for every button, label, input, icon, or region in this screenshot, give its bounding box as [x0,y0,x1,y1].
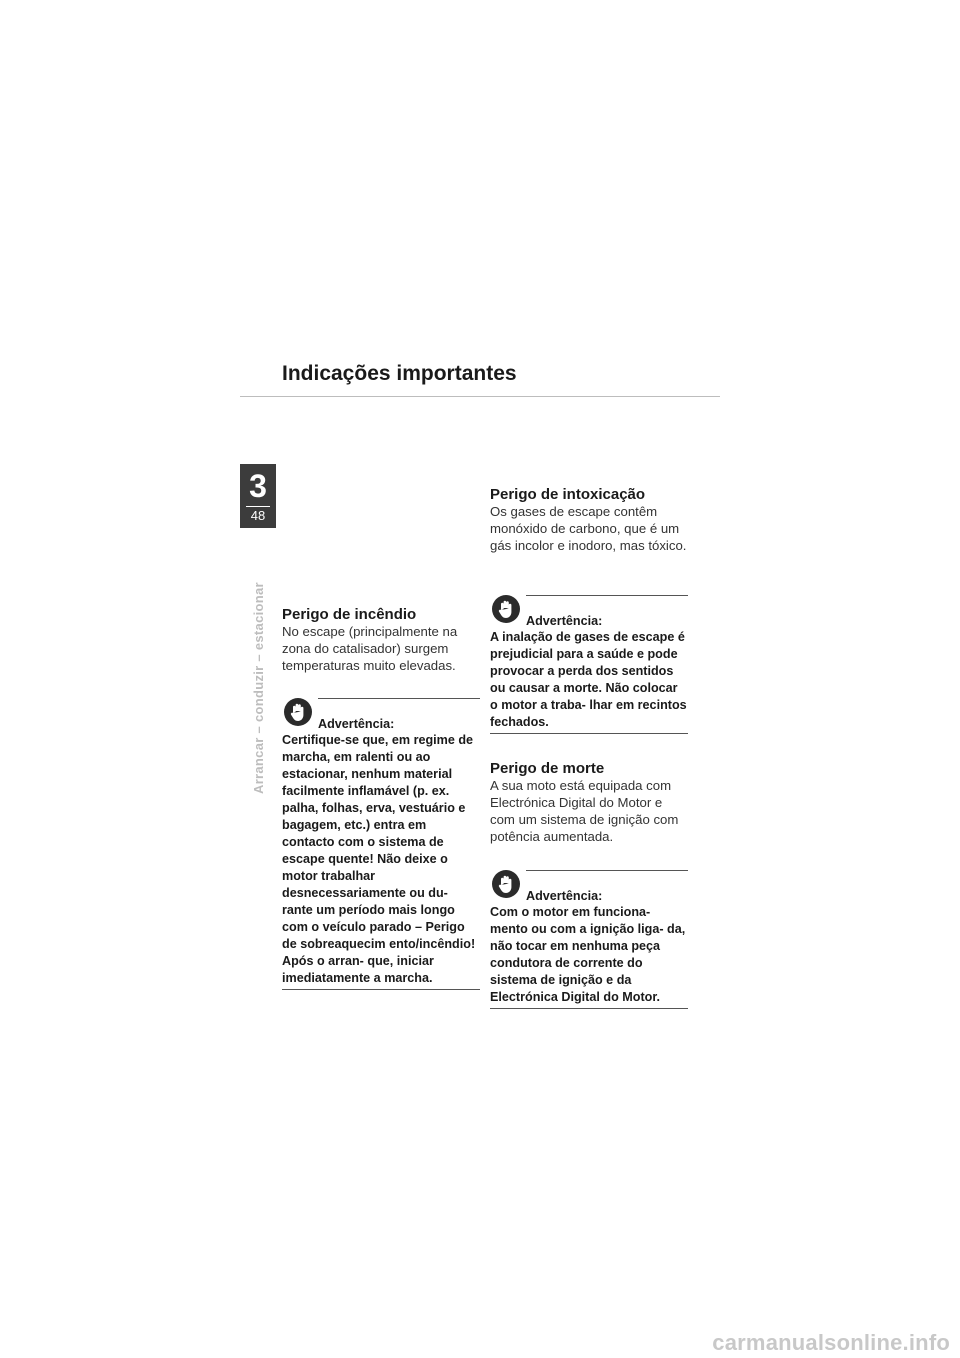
warning-text: Certifique-se que, em regime de marcha, em ralenti ou ao estacionar, nenhum material facilmente inflamável (p. ex. palha, folhas, erva, vestuário e bagagem, etc.) entra em contacto com o sistema de escape quente! Não deixe o motor trabalhar desnecessariamente ou du- rante um período mais longo com o veículo parado – Perigo de sobreaquecim ento/incêndio! Após o arran- que, iniciar imediatamente a marcha. [282,733,476,985]
warning-text: A inalação de gases de escape é prejudicial para a saúde e pode provocar a perda dos sentidos ou causar a morte. Não colocar o motor a traba- lhar em recintos fechados. [490,630,687,729]
section-fire [282,606,480,674]
section-poison [490,486,688,554]
warning-title: Advertência: [318,717,395,731]
page-number: 48 [250,508,266,523]
warning-title: Advertência: [526,889,603,903]
section-body: A sua moto está equipada com Electrónica Digital do Motor e com um sistema de ignição com potência aumentada. [490,778,679,844]
warning-poison [490,595,688,734]
hand-warning-icon [284,698,312,726]
page-title: Indicações importantes [282,362,517,385]
section-body: Os gases de escape contêm monóxido de carbono, que é um gás incolor e inodoro, mas tóxico. [490,504,687,553]
chapter-number: 3 [249,468,267,504]
section-heading: Perigo de intoxicação [490,486,646,503]
chapter-divider [246,506,270,507]
warning-rule [526,870,688,871]
hand-warning-icon [492,870,520,898]
warning-rule [318,698,480,699]
warning-fire [282,698,480,990]
side-chapter-label: Arrancar – conduzir – estacionar [251,582,266,794]
section-body: No escape (principalmente na zona do catalisador) surgem temperaturas muito elevadas. [282,624,458,673]
hand-warning-icon [492,595,520,623]
footer-watermark: carmanualsonline.info [712,1330,950,1355]
section-heading: Perigo de incêndio [282,606,417,623]
warning-title: Advertência: [526,614,603,628]
warning-death [490,870,688,1009]
section-heading: Perigo de morte [490,760,605,777]
title-divider [240,396,720,397]
chapter-tab [240,464,276,528]
warning-text: Com o motor em funciona- mento ou com a ignição liga- da, não tocar em nenhuma peça condutora de corrente do sistema de ignição e da Electrónica Digital do Motor. [490,905,686,1004]
section-death [490,760,688,845]
warning-rule [526,595,688,596]
